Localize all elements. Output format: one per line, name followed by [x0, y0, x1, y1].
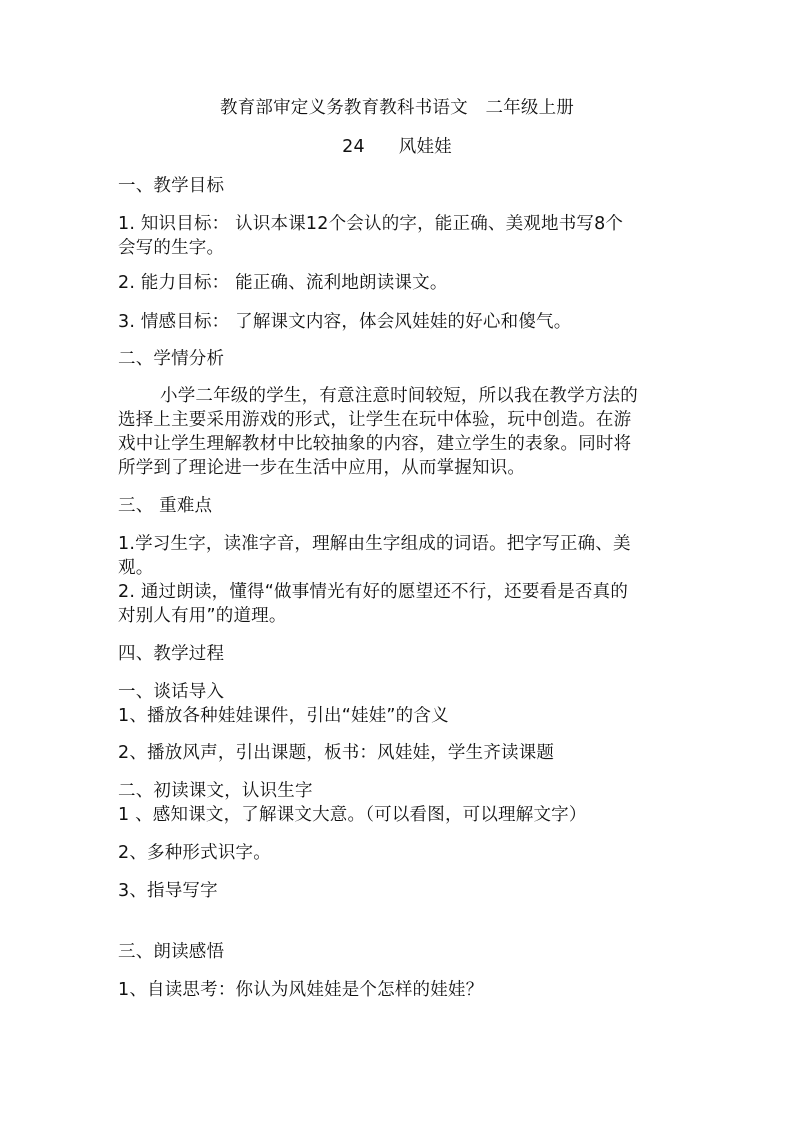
lesson-number: 24 — [342, 137, 365, 157]
process-part2-item-2: 2、多种形式识字。 — [118, 843, 271, 863]
process-part2-item-1: 1 、感知课文，了解课文大意。（可以看图，可以理解文字） — [118, 805, 587, 825]
objective-knowledge-line-2: 会写的生字。 — [118, 238, 225, 258]
section-heading-objectives: 一、教学目标 — [118, 176, 225, 196]
section-heading-process: 四、教学过程 — [118, 644, 225, 664]
section-heading-analysis: 二、学情分析 — [118, 349, 225, 369]
document-title: 教育部审定义务教育教科书语文 二年级上册 — [220, 98, 574, 118]
lesson-title-line — [0, 136, 794, 159]
key-point-2-line-2: 对别人有用”的道理。 — [118, 606, 287, 626]
analysis-paragraph-line-2: 选择上主要采用游戏的形式，让学生在玩中体验，玩中创造。在游 — [118, 410, 632, 430]
analysis-paragraph-line-3: 戏中让学生理解教材中比较抽象的内容，建立学生的表象。同时将 — [118, 434, 632, 454]
key-point-1-line-1: 1.学习生字，读准字音，理解由生字组成的词语。把字写正确、美 — [118, 534, 631, 554]
analysis-paragraph-line-4: 所学到了理论进一步在生活中应用，从而掌握知识。 — [118, 458, 526, 478]
objective-ability: 2. 能力目标： 能正确、流利地朗读课文。 — [118, 273, 448, 293]
analysis-paragraph-line-1: 小学二年级的学生，有意注意时间较短，所以我在教学方法的 — [160, 386, 638, 406]
lesson-title: 风娃娃 — [398, 137, 452, 157]
process-part2-heading: 二、初读课文，认识生字 — [118, 781, 313, 801]
process-part3-item-1: 1、自读思考：你认为风娃娃是个怎样的娃娃？ — [118, 980, 484, 1000]
process-part3-heading: 三、朗读感悟 — [118, 942, 225, 962]
process-part1-item-2: 2、播放风声，引出课题，板书：风娃娃，学生齐读课题 — [118, 743, 555, 763]
process-part1-item-1: 1、播放各种娃娃课件，引出“娃娃”的含义 — [118, 706, 449, 726]
objective-emotion: 3. 情感目标： 了解课文内容，体会风娃娃的好心和傻气。 — [118, 312, 572, 332]
objective-knowledge-line-1: 1. 知识目标： 认识本课12个会认的字，能正确、美观地书写8个 — [118, 214, 624, 234]
process-part2-item-3: 3、指导写字 — [118, 881, 218, 901]
key-point-2-line-1: 2. 通过朗读，懂得“做事情光有好的愿望还不行，还要看是否真的 — [118, 582, 629, 602]
key-point-1-line-2: 观。 — [118, 558, 154, 578]
section-heading-key-points: 三、 重难点 — [118, 496, 213, 516]
process-part1-heading: 一、谈话导入 — [118, 682, 225, 702]
